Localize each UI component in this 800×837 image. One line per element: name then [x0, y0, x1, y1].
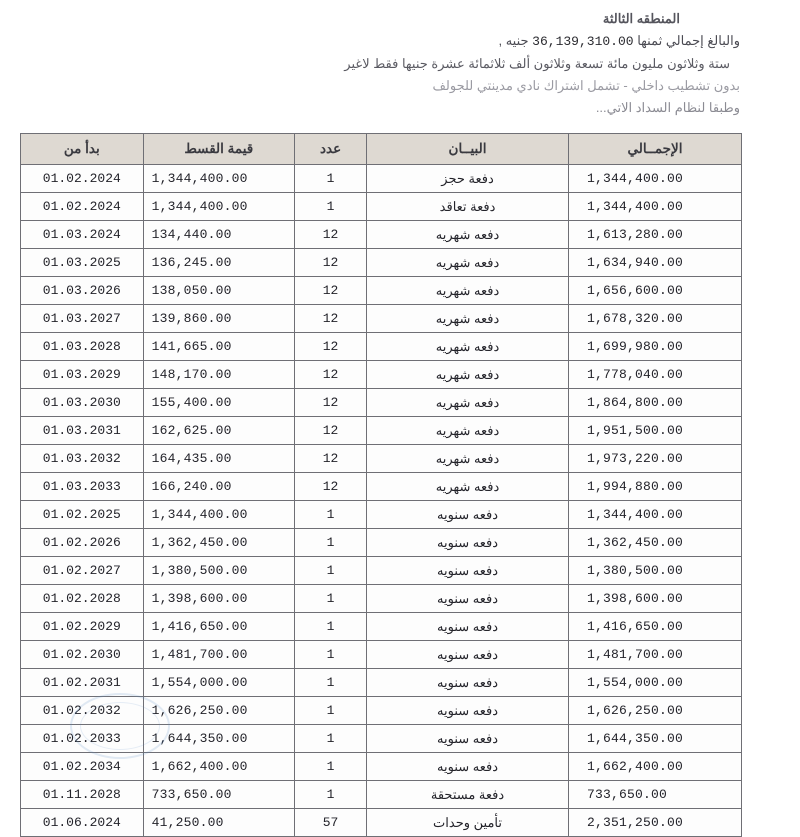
- cell-description: دفعه سنويه: [367, 557, 569, 585]
- table-row: [21, 417, 742, 445]
- cell-start-date: 01.02.2034: [21, 753, 144, 781]
- column-header-total: الإجمــالي: [568, 134, 741, 165]
- table-row: [21, 473, 742, 501]
- cell-total: 1,951,500.00: [568, 417, 741, 445]
- cell-start-date: 01.02.2024: [21, 165, 144, 193]
- cell-total: 1,778,040.00: [568, 361, 741, 389]
- cell-total: 1,973,220.00: [568, 445, 741, 473]
- cell-count: 12: [295, 445, 367, 473]
- table-row: [21, 445, 742, 473]
- cell-installment: 148,170.00: [143, 361, 294, 389]
- header-payment-system-note: وطبقا لنظام السداد الاتي...: [595, 100, 740, 115]
- cell-total: 1,362,450.00: [568, 529, 741, 557]
- cell-start-date: 01.02.2030: [21, 641, 144, 669]
- cell-count: 12: [295, 305, 367, 333]
- cell-count: 1: [295, 781, 367, 809]
- header-amount-in-words: ستة وثلاثون مليون مائة تسعة وثلاثون ألف ثلاثمائة عشرة جنيها فقط لاغير: [344, 56, 730, 71]
- cell-start-date: 01.11.2028: [21, 781, 144, 809]
- cell-start-date: 01.03.2029: [21, 361, 144, 389]
- cell-count: 1: [295, 165, 367, 193]
- cell-description: دفعه سنويه: [367, 669, 569, 697]
- cell-description: دفعة مستحقة: [367, 781, 569, 809]
- cell-start-date: 01.03.2027: [21, 305, 144, 333]
- cell-total: 1,398,600.00: [568, 585, 741, 613]
- table-row: [21, 361, 742, 389]
- cell-installment: 136,245.00: [143, 249, 294, 277]
- cell-total: 1,613,280.00: [568, 221, 741, 249]
- cell-total: 1,634,940.00: [568, 249, 741, 277]
- cell-description: دفعه سنويه: [367, 585, 569, 613]
- cell-total: 1,656,600.00: [568, 277, 741, 305]
- cell-start-date: 01.03.2030: [21, 389, 144, 417]
- cell-total: 1,626,250.00: [568, 697, 741, 725]
- cell-description: دفعه سنويه: [367, 697, 569, 725]
- cell-start-date: 01.02.2024: [21, 193, 144, 221]
- cell-start-date: 01.03.2028: [21, 333, 144, 361]
- cell-total: 733,650.00: [568, 781, 741, 809]
- table-row: [21, 277, 742, 305]
- cell-total: 1,380,500.00: [568, 557, 741, 585]
- cell-start-date: 01.03.2026: [21, 277, 144, 305]
- cell-total: 1,644,350.00: [568, 725, 741, 753]
- column-header-count: عدد: [295, 134, 367, 165]
- table-row: [21, 333, 742, 361]
- cell-description: دفعه سنويه: [367, 501, 569, 529]
- header-total-price-suffix: جنيه ,: [498, 33, 529, 48]
- table-row: [21, 221, 742, 249]
- cell-start-date: 01.02.2031: [21, 669, 144, 697]
- cell-count: 1: [295, 669, 367, 697]
- cell-total: 1,481,700.00: [568, 641, 741, 669]
- cell-start-date: 01.02.2029: [21, 613, 144, 641]
- cell-installment: 164,435.00: [143, 445, 294, 473]
- cell-total: 1,678,320.00: [568, 305, 741, 333]
- cell-description: دفعه شهريه: [367, 417, 569, 445]
- cell-count: 1: [295, 697, 367, 725]
- cell-description: دفعه سنويه: [367, 613, 569, 641]
- cell-count: 12: [295, 361, 367, 389]
- table-row: [21, 557, 742, 585]
- cell-start-date: 01.02.2028: [21, 585, 144, 613]
- cell-installment: 1,626,250.00: [143, 697, 294, 725]
- cell-count: 12: [295, 389, 367, 417]
- cell-description: دفعه شهريه: [367, 473, 569, 501]
- table-row: [21, 165, 742, 193]
- cell-installment: 1,481,700.00: [143, 641, 294, 669]
- cell-count: 1: [295, 613, 367, 641]
- column-header-description: البيــان: [367, 134, 569, 165]
- cell-total: 1,344,400.00: [568, 165, 741, 193]
- header-finishing-note: بدون تشطيب داخلي - تشمل اشتراك نادي مدينتي للجولف: [432, 78, 740, 93]
- table-row: [21, 753, 742, 781]
- cell-installment: 1,380,500.00: [143, 557, 294, 585]
- cell-installment: 1,398,600.00: [143, 585, 294, 613]
- table-row: [21, 641, 742, 669]
- cell-count: 1: [295, 193, 367, 221]
- cell-count: 12: [295, 417, 367, 445]
- cell-installment: 139,860.00: [143, 305, 294, 333]
- cell-count: 12: [295, 221, 367, 249]
- cell-description: دفعه سنويه: [367, 529, 569, 557]
- header-total-price-prefix: والبالغ إجمالي ثمنها: [637, 33, 740, 48]
- cell-description: دفعة تعاقد: [367, 193, 569, 221]
- cell-installment: 1,416,650.00: [143, 613, 294, 641]
- cell-total: 1,344,400.00: [568, 501, 741, 529]
- cell-installment: 1,662,400.00: [143, 753, 294, 781]
- cell-total: 1,662,400.00: [568, 753, 741, 781]
- cell-installment: 1,362,450.00: [143, 529, 294, 557]
- cell-description: دفعه شهريه: [367, 389, 569, 417]
- document-header: [20, 6, 780, 119]
- cell-installment: 162,625.00: [143, 417, 294, 445]
- cell-description: دفعه شهريه: [367, 277, 569, 305]
- cell-start-date: 01.02.2025: [21, 501, 144, 529]
- table-row: [21, 249, 742, 277]
- cell-installment: 138,050.00: [143, 277, 294, 305]
- table-row: [21, 193, 742, 221]
- cell-start-date: 01.03.2024: [21, 221, 144, 249]
- header-total-price-line: [20, 30, 740, 53]
- cell-start-date: 01.02.2026: [21, 529, 144, 557]
- cell-count: 1: [295, 585, 367, 613]
- cell-description: دفعه شهريه: [367, 333, 569, 361]
- cell-count: 12: [295, 277, 367, 305]
- cell-installment: 1,344,400.00: [143, 165, 294, 193]
- cell-count: 12: [295, 473, 367, 501]
- cell-total: 1,416,650.00: [568, 613, 741, 641]
- cell-description: دفعه سنويه: [367, 725, 569, 753]
- cell-total: 1,344,400.00: [568, 193, 741, 221]
- cell-total: 1,699,980.00: [568, 333, 741, 361]
- cell-description: دفعه شهريه: [367, 305, 569, 333]
- cell-count: 1: [295, 501, 367, 529]
- cell-installment: 1,644,350.00: [143, 725, 294, 753]
- cell-installment: 166,240.00: [143, 473, 294, 501]
- cell-installment: 1,554,000.00: [143, 669, 294, 697]
- cell-description: تأمين وحدات: [367, 809, 569, 837]
- table-row: [21, 697, 742, 725]
- cell-installment: 134,440.00: [143, 221, 294, 249]
- table-row: [21, 809, 742, 837]
- cell-start-date: 01.02.2032: [21, 697, 144, 725]
- cell-installment: 155,400.00: [143, 389, 294, 417]
- table-row: [21, 613, 742, 641]
- cell-count: 1: [295, 641, 367, 669]
- payment-schedule-table: [20, 133, 742, 837]
- cell-start-date: 01.03.2033: [21, 473, 144, 501]
- table-row: [21, 781, 742, 809]
- header-total-price-amount: 36,139,310.00: [532, 34, 634, 49]
- cell-installment: 1,344,400.00: [143, 193, 294, 221]
- cell-installment: 733,650.00: [143, 781, 294, 809]
- cell-description: دفعه سنويه: [367, 753, 569, 781]
- column-header-installment: قيمة القسط: [143, 134, 294, 165]
- cell-start-date: 01.06.2024: [21, 809, 144, 837]
- cell-start-date: 01.02.2033: [21, 725, 144, 753]
- cell-count: 57: [295, 809, 367, 837]
- cell-total: 1,554,000.00: [568, 669, 741, 697]
- cell-count: 1: [295, 529, 367, 557]
- cell-description: دفعه شهريه: [367, 249, 569, 277]
- cell-start-date: 01.03.2032: [21, 445, 144, 473]
- header-zone-line: المنطقه الثالثة: [602, 11, 680, 26]
- table-row: [21, 669, 742, 697]
- cell-description: دفعه شهريه: [367, 445, 569, 473]
- payment-schedule-table-wrapper: [20, 133, 742, 837]
- cell-count: 1: [295, 725, 367, 753]
- cell-count: 1: [295, 753, 367, 781]
- cell-total: 1,994,880.00: [568, 473, 741, 501]
- cell-installment: 141,665.00: [143, 333, 294, 361]
- cell-total: 2,351,250.00: [568, 809, 741, 837]
- table-body: [21, 165, 742, 837]
- table-row: [21, 529, 742, 557]
- table-row: [21, 305, 742, 333]
- cell-total: 1,864,800.00: [568, 389, 741, 417]
- cell-count: 12: [295, 249, 367, 277]
- cell-description: دفعه شهريه: [367, 221, 569, 249]
- table-row: [21, 389, 742, 417]
- cell-installment: 41,250.00: [143, 809, 294, 837]
- table-row: [21, 501, 742, 529]
- cell-start-date: 01.02.2027: [21, 557, 144, 585]
- cell-count: 12: [295, 333, 367, 361]
- cell-description: دفعة حجز: [367, 165, 569, 193]
- cell-count: 1: [295, 557, 367, 585]
- cell-description: دفعه شهريه: [367, 361, 569, 389]
- cell-installment: 1,344,400.00: [143, 501, 294, 529]
- cell-start-date: 01.03.2031: [21, 417, 144, 445]
- cell-start-date: 01.03.2025: [21, 249, 144, 277]
- cell-description: دفعه سنويه: [367, 641, 569, 669]
- table-header: [21, 134, 742, 165]
- column-header-start-date: بدأ من: [21, 134, 144, 165]
- table-header-row: [21, 134, 742, 165]
- table-row: [21, 725, 742, 753]
- table-row: [21, 585, 742, 613]
